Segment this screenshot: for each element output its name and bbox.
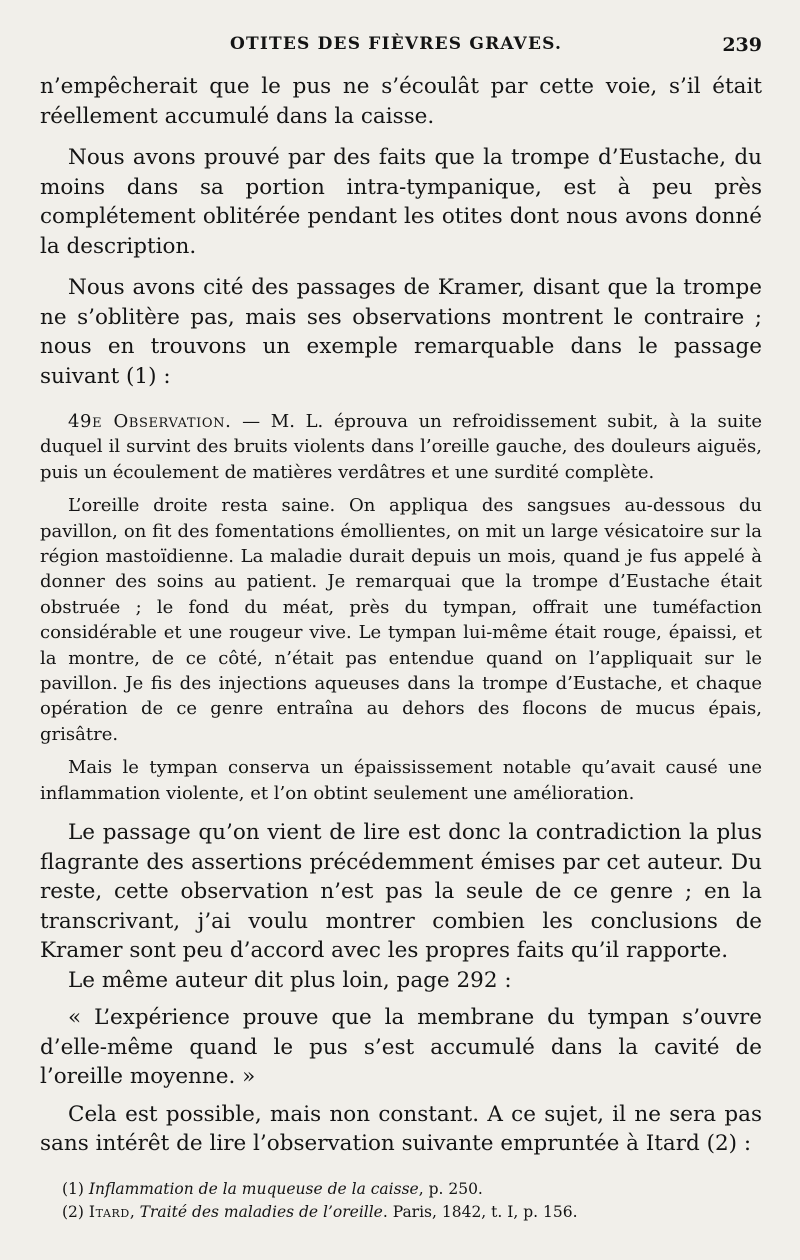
paragraph-quotation: « L’expérience prouve que la membrane du tympan s’ouvre d’elle-même quand le pus s’est accumulé dans la cavité de l’oreille moyenne. » — [40, 1005, 762, 1090]
paragraph-contradiction: Le passage qu’on vient de lire est donc la contradiction la plus flagrante des assertions précédemment émises par cet auteur. Du reste, cette observation n’est pas la seule de ce genre ; en la transcrivant, j’ai voulu montrer combien les conclusions de Kramer sont peu d’accord avec les propres faits qu’il rapporte. — [40, 820, 762, 964]
paragraph-kramer-passages: Nous avons cité des passages de Kramer, disant que la trompe ne s’oblitère pas, mais ses observations montrent le contraire ; nous en trouvons un exemple remarquable dans le passage suivant (1) : — [40, 275, 762, 389]
paragraph-page-292: Le même auteur dit plus loin, page 292 : — [68, 967, 512, 993]
observation-49-conclusion: Mais le tympan conserva un épaississement notable qu’avait causé une inflammation violente, et l’on obtint seulement une amélioration. — [40, 757, 762, 804]
page-number: 239 — [722, 34, 762, 56]
paragraph-trompe-eustache: Nous avons prouvé par des faits que la trompe d’Eustache, du moins dans sa portion intra-tympanique, est à peu près complétement oblitérée pendant les otites dont nous avons donné la description. — [40, 145, 762, 259]
paragraph-continued: n’empêcherait que le pus ne s’écoulât par cette voie, s’il était réellement accumulé dans la caisse. — [40, 74, 762, 129]
footnote-2: (2) Itard, Traité des maladies de l’oreille. Paris, 1842, t. I, p. 156. — [62, 1203, 578, 1221]
page-body — [40, 72, 762, 1159]
running-title: OTITES DES FIÈVRES GRAVES. — [230, 34, 563, 54]
footnote-2-title: Traité des maladies de l’oreille — [139, 1203, 383, 1221]
observation-49-intro — [40, 409, 762, 485]
footnote-1-mark: (1) — [62, 1180, 84, 1198]
paragraph-itard: Cela est possible, mais non constant. A ce sujet, il ne sera pas sans intérêt de lire l’observation suivante empruntée à Itard (2) : — [40, 1101, 762, 1157]
page-header — [40, 34, 762, 60]
footnote-2-rest: . Paris, 1842, t. I, p. 156. — [382, 1203, 578, 1221]
footnote-1-title: Inflammation de la muqueuse de la caisse — [88, 1180, 419, 1198]
observation-text: — M. L. éprouva un refroidissement subit, à la suite duquel il survint des bruits violents dans l’oreille gauche, des douleurs aiguës, puis un écoulement de matières verdâtres et une surdité complète. — [40, 411, 762, 483]
observation-label: 49e Observation. — [68, 411, 232, 432]
footnote-2-mark: (2) — [62, 1203, 84, 1221]
footnote-2-author: Itard — [88, 1203, 130, 1221]
footnote-1-rest: , p. 250. — [418, 1180, 483, 1198]
observation-49-body: L’oreille droite resta saine. On appliqua des sangsues au-dessous du pavillon, on fit des fomentations émollientes, on mit un large vésicatoire sur la région mastoïdienne. La maladie durait depuis un mois, quand je fus appelé à donner des soins au patient. Je remarquai que la trompe d’Eustache était obstruée ; le fond du méat, près du tympan, offrait une tuméfaction considérable et une rougeur vive. Le tympan lui-même était rouge, épaissi, et la montre, de ce côté, n’était pas entendue quand on l’appliquait sur le pavillon. Je fis des injections aqueuses dans la trompe d’Eustache, et chaque opération de ce genre entraîna au dehors des flocons de mucus épais, grisâtre. — [40, 495, 762, 745]
footnote-1 — [40, 1178, 762, 1201]
footnotes — [40, 1178, 762, 1224]
